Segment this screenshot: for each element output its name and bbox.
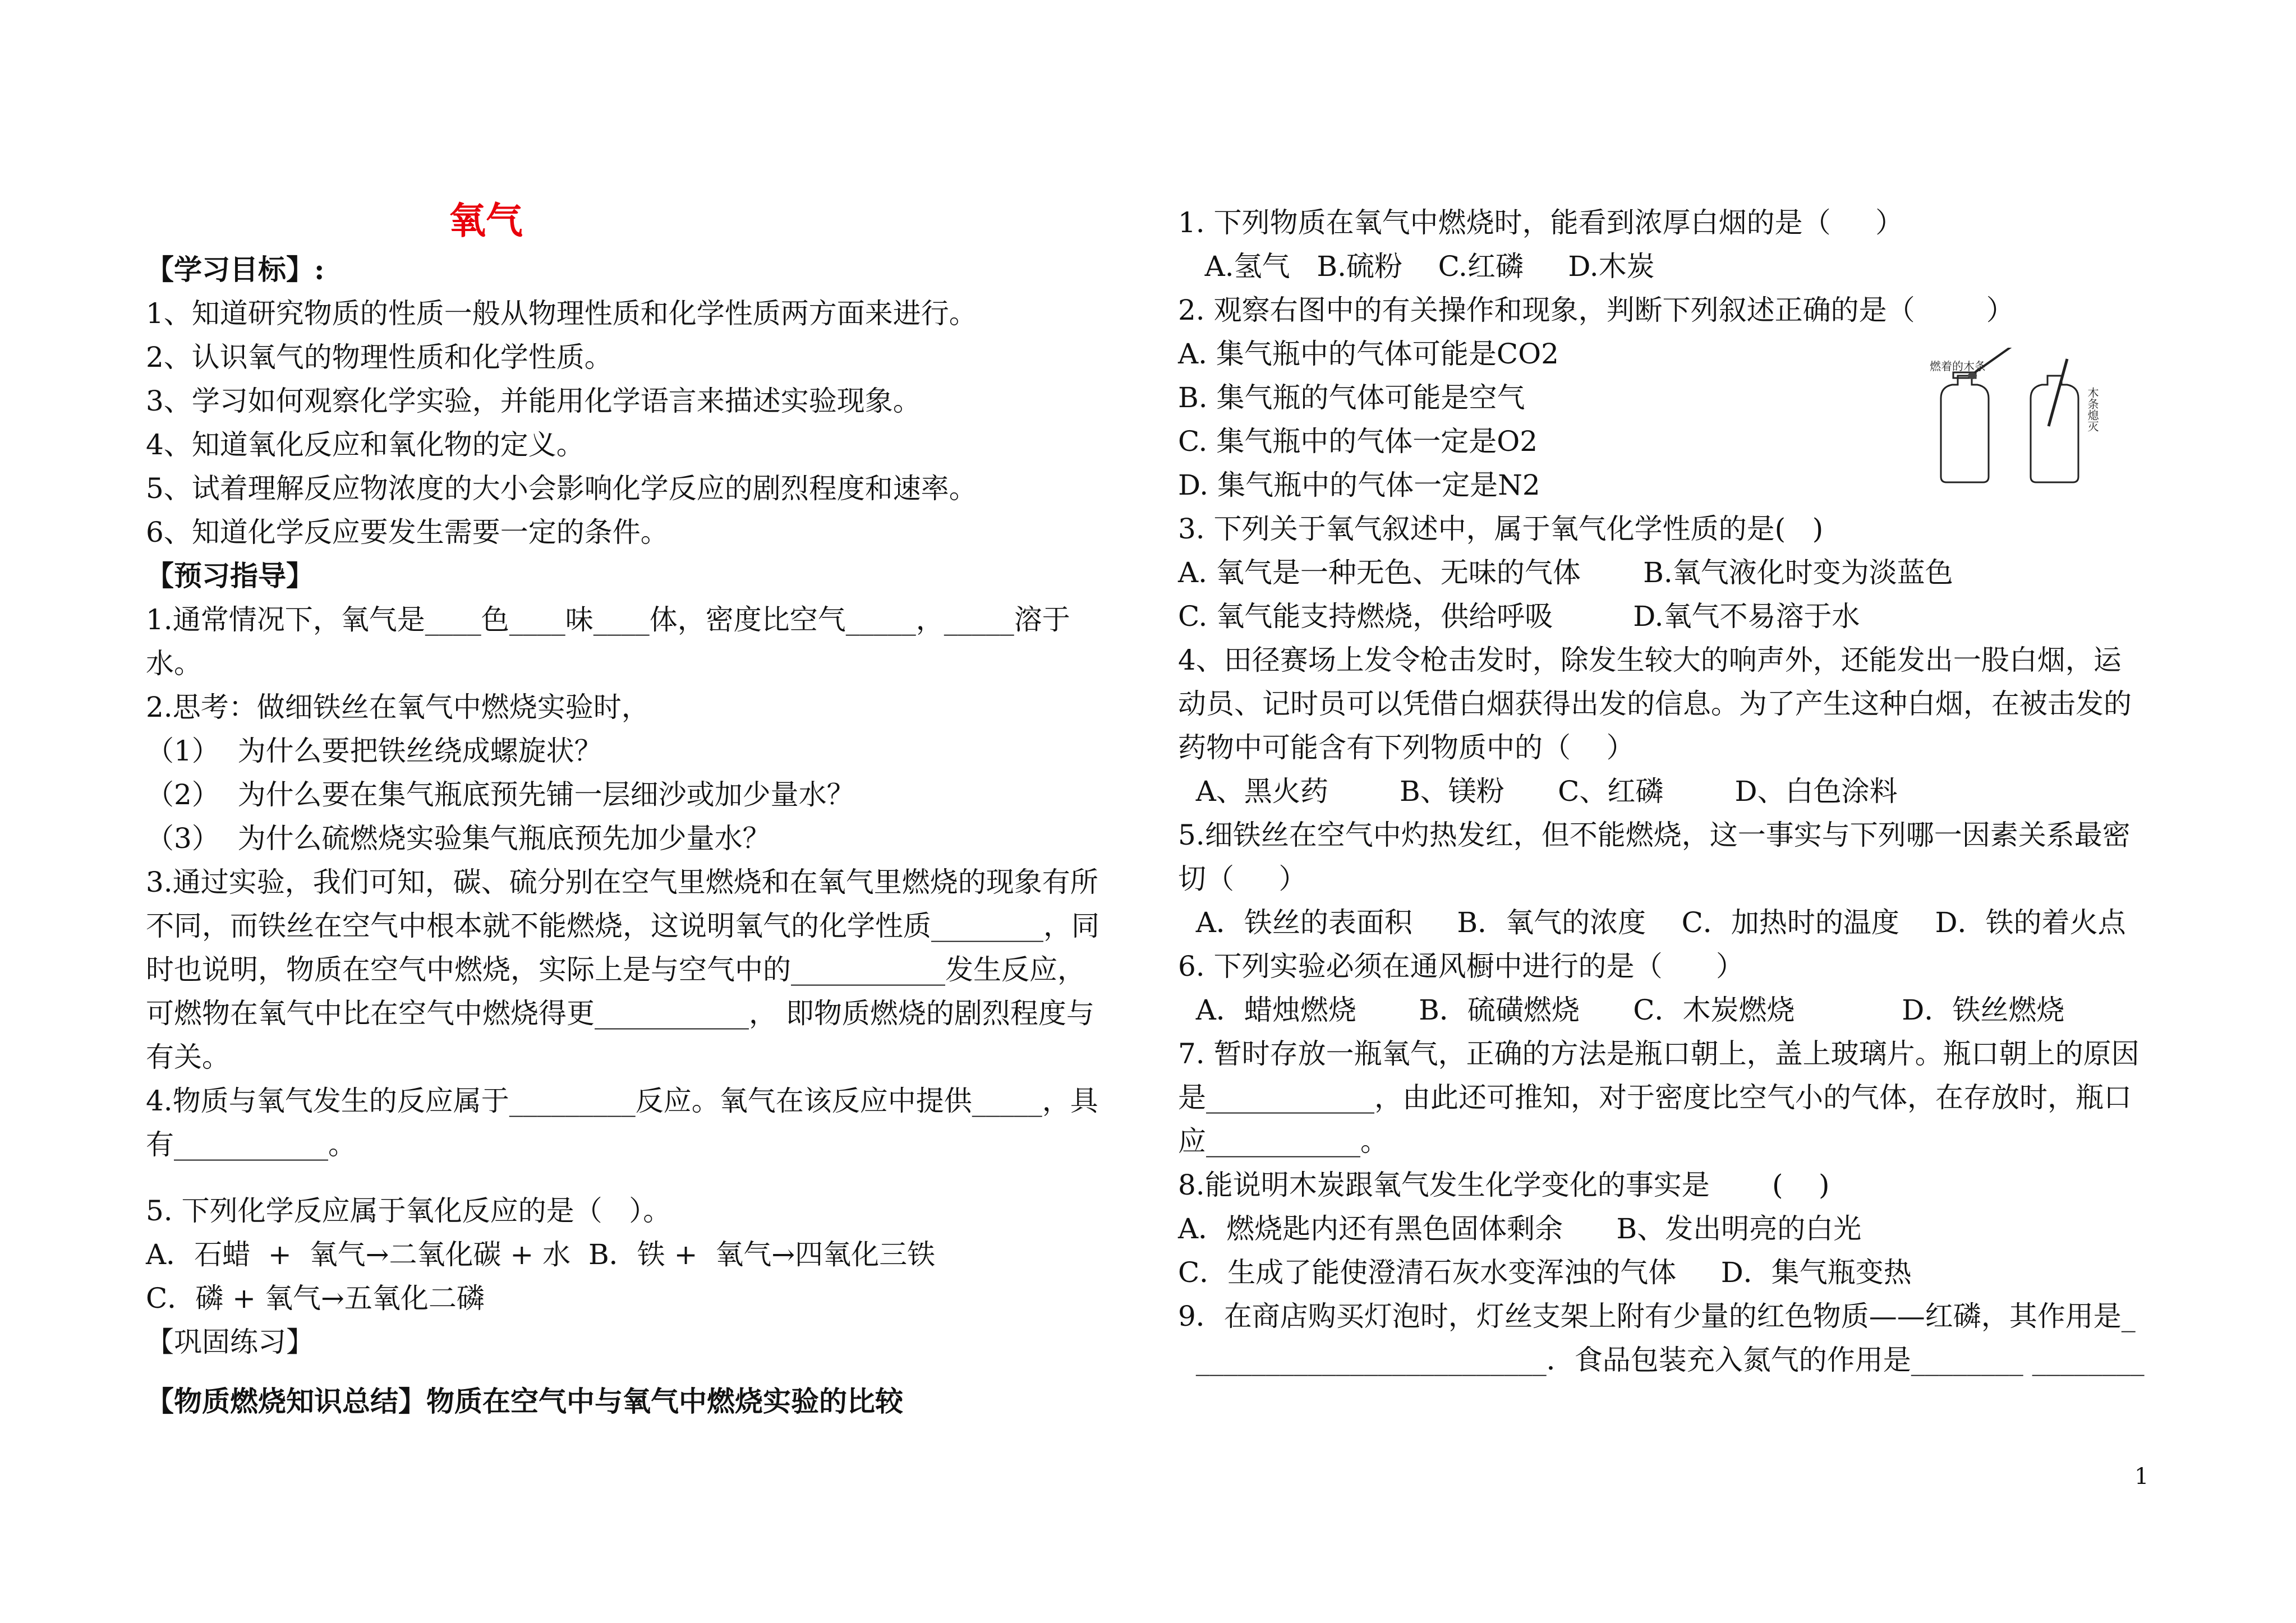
- guide-line: 水。: [146, 647, 202, 680]
- guide-heading: 【预习指导】: [146, 559, 314, 592]
- question-line: A、黑火药 B、镁粉 C、红磷 D、白色涂料: [1178, 775, 1898, 808]
- question-line: 是____________，由此还可推知，对于密度比空气小的气体，在存放时，瓶口: [1178, 1081, 2132, 1114]
- guide-line: 不同，而铁丝在空气中根本就不能燃烧，这说明氧气的化学性质________，同: [146, 910, 1099, 942]
- question-line: C. 集气瓶中的气体一定是O2: [1178, 425, 1538, 458]
- guide-line: （3） 为什么硫燃烧实验集气瓶底预先加少量水？: [146, 822, 771, 855]
- question-line: 2. 观察右图中的有关操作和现象，判断下列叙述正确的是（ ）: [1178, 294, 2014, 326]
- question-line: A. 集气瓶中的气体可能是CO2: [1178, 338, 1559, 370]
- page-title: 氧气: [449, 199, 523, 242]
- question-line: 7. 暂时存放一瓶氧气，正确的方法是瓶口朝上，盖上玻璃片。瓶口朝上的原因: [1178, 1038, 2139, 1070]
- goals-heading: 【学习目标】:: [146, 253, 325, 286]
- question-line: 1. 下列物质在氧气中燃烧时，能看到浓厚白烟的是（ ）: [1178, 206, 1904, 239]
- practice-heading: 【巩固练习】: [146, 1326, 314, 1358]
- question-line: A．燃烧匙内还有黑色固体剩余 B、发出明亮的白光: [1178, 1212, 1862, 1245]
- question-line: A. 氧气是一种无色、无味的气体 B.氧气液化时变为淡蓝色: [1178, 556, 1953, 589]
- question-line: A.氢气 B.硫粉 C.红磷 D.木炭: [1178, 250, 1655, 283]
- goal-line: 2、认识氧气的物理性质和化学性质。: [146, 341, 613, 374]
- goal-line: 3、学习如何观察化学实验，并能用化学语言来描述实验现象。: [146, 385, 921, 417]
- question-line: C．生成了能使澄清石灰水变浑浊的气体 D．集气瓶变热: [1178, 1256, 1912, 1289]
- summary-heading: 【物质燃烧知识总结】物质在空气中与氧气中燃烧实验的比较: [146, 1385, 903, 1418]
- page-number: 1: [2134, 1464, 2149, 1490]
- figure-label-burning-stick: 燃着的木条: [1930, 359, 1986, 373]
- guide-line: 可燃物在氧气中比在空气中燃烧得更___________， 即物质燃烧的剧烈程度与: [146, 997, 1094, 1030]
- question-line: B. 集气瓶的气体可能是空气: [1178, 381, 1525, 414]
- guide-line: A．石蜡 + 氧气→二氧化碳 + 水 B．铁 + 氧气→四氧化三铁: [146, 1238, 936, 1271]
- question-line: 4、田径赛场上发令枪击发时，除发生较大的响声外，还能发出一股白烟，运: [1178, 644, 2122, 676]
- guide-line: 2.思考：做细铁丝在氧气中燃烧实验时，: [146, 691, 650, 723]
- question-line: 切（ ）: [1178, 863, 1307, 895]
- question-line: 9．在商店购买灯泡时，灯丝支架上附有少量的红色物质——红磷，其作用是_: [1178, 1300, 2136, 1332]
- question-line: 3. 下列关于氧气叙述中，属于氧气化学性质的是( ): [1178, 513, 1824, 545]
- guide-line: （1） 为什么要把铁丝绕成螺旋状？: [146, 735, 602, 767]
- goal-line: 4、知道氧化反应和氧化物的定义。: [146, 428, 585, 461]
- goal-line: 6、知道化学反应要发生需要一定的条件。: [146, 516, 669, 548]
- guide-line: 4.物质与氧气发生的反应属于_________反应。氧气在该反应中提供_____，具: [146, 1085, 1098, 1117]
- question-line: D. 集气瓶中的气体一定是N2: [1178, 469, 1540, 501]
- guide-line: 有关。: [146, 1041, 230, 1073]
- question-line: 应___________。: [1178, 1125, 1388, 1158]
- question-line: _________________________．食品包装充入氮气的作用是________ ________: [1178, 1344, 2145, 1376]
- question-line: 5.细铁丝在空气中灼热发红，但不能燃烧，这一事实与下列哪一因素关系最密: [1178, 819, 2131, 851]
- guide-line: （2） 为什么要在集气瓶底预先铺一层细沙或加少量水？: [146, 778, 855, 811]
- question-line: 药物中可能含有下列物质中的（ ）: [1178, 731, 1635, 764]
- guide-line: 3.通过实验，我们可知，碳、硫分别在空气里燃烧和在氧气里燃烧的现象有所: [146, 866, 1098, 898]
- guide-line: C．磷 + 氧气→五氧化二磷: [146, 1282, 485, 1315]
- question-line: A．铁丝的表面积 B．氧气的浓度 C．加热时的温度 D．铁的着火点: [1178, 906, 2126, 939]
- guide-line: 5. 下列化学反应属于氧化反应的是（ ）。: [146, 1195, 671, 1227]
- goal-line: 5、试着理解反应物浓度的大小会影响化学反应的剧烈程度和速率。: [146, 472, 977, 505]
- gas-bottle-figure: [1918, 348, 2143, 494]
- question-line: C. 氧气能支持燃烧，供给呼吸 D.氧气不易溶于水: [1178, 600, 1860, 633]
- question-line: 动员、记时员可以凭借白烟获得出发的信息。为了产生这种白烟，在被击发的: [1178, 688, 2132, 720]
- figure-label-stick-out: 木条熄灭: [2086, 387, 2099, 432]
- goal-line: 1、知道研究物质的性质一般从物理性质和化学性质两方面来进行。: [146, 297, 977, 330]
- guide-line: 1.通常情况下，氧气是____色____味____体，密度比空气_____，_____溶于: [146, 603, 1070, 636]
- question-line: A．蜡烛燃烧 B．硫磺燃烧 C．木炭燃烧 D．铁丝燃烧: [1178, 994, 2065, 1026]
- question-line: 8.能说明木炭跟氧气发生化学变化的事实是 ( ): [1178, 1169, 1830, 1201]
- question-line: 6. 下列实验必须在通风橱中进行的是（ ）: [1178, 950, 1744, 983]
- guide-line: 时也说明，物质在空气中燃烧，实际上是与空气中的___________发生反应，: [146, 953, 1085, 986]
- guide-line: 有___________。: [146, 1128, 356, 1161]
